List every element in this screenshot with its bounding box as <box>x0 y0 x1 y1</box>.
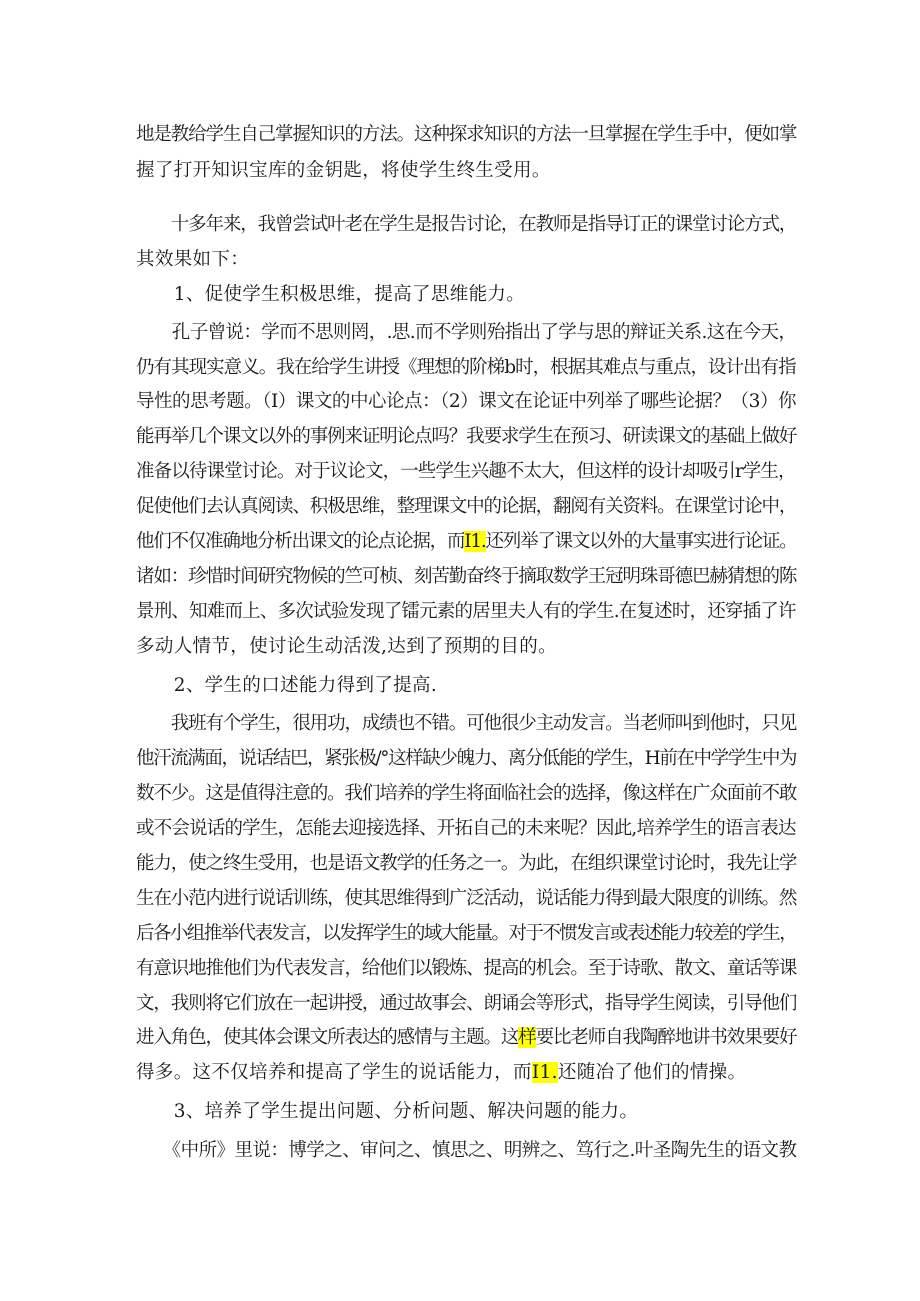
line-text: 或不会说话的学生，怎能去迎接选择、开拓自己的未来呢？因此,培养学生的语言表达 <box>136 818 796 839</box>
line-text: 还列举了课文以外的大量事实进行论证。 <box>485 531 797 552</box>
line-text: 文，我则将它们放在一起讲授，通过故事会、朗诵会等形式，指导学生阅读，引导他们 <box>136 993 797 1014</box>
text-line <box>136 886 796 912</box>
line-text: 握了打开知识宝库的金钥匙，将使学生终生受用。 <box>136 160 551 181</box>
line-text: 地是教给学生自己掌握知识的方法。这种探求知识的方法一旦掌握在学生手中，便如掌 <box>136 124 797 145</box>
text-line <box>136 1099 796 1125</box>
text-line <box>136 991 796 1017</box>
line-text: 《中所》里说：博学之、审问之、慎思之、明辨之、笃行之.叶圣陶先生的语文教 <box>136 1140 797 1161</box>
line-text: 进入角色，使其体会课文所表达的感情与主题。这 <box>136 1027 519 1048</box>
line-text: 3、培养了学生提出问题、分析问题、解决问题的能力。 <box>136 1101 639 1122</box>
text-line <box>136 320 796 346</box>
text-line <box>136 956 796 982</box>
text-line <box>136 816 796 842</box>
text-line <box>136 921 796 947</box>
text-line <box>136 122 796 148</box>
highlighted-text: 样 <box>518 1027 536 1048</box>
line-text: 数不少。这是值得注意的。我们培养的学生将面临社会的选择，像这样在广众面前不敢 <box>136 783 797 804</box>
text-line <box>136 494 796 520</box>
text-line <box>136 851 796 877</box>
line-text: 导性的思考题。（I）课文的中心论点：（2）课文在论证中列举了哪些论据？（3）你 <box>136 391 797 412</box>
text-line <box>136 282 796 308</box>
text-line <box>136 529 796 555</box>
line-text: 促使他们去认真阅读、积极思维，整理课文中的论据，翻阅有关资料。在课堂讨论中， <box>136 496 797 517</box>
line-text: 有意识地推他们为代表发言，给他们以锻炼、提高的机会。至于诗歌、散文、童话等课 <box>136 958 797 979</box>
line-text: 孔子曾说：学而不思则罔，.思.而不学则殆指出了学与思的辩证关系.这在今天， <box>136 322 797 343</box>
text-line <box>136 158 796 184</box>
text-line <box>136 711 796 737</box>
line-text: 他们不仅准确地分析出课文的论点论据，而 <box>136 531 465 552</box>
line-text: 2、学生的口述能力得到了提高. <box>136 675 438 696</box>
text-line <box>136 424 796 450</box>
line-text: 得多。这不仅培养和提高了学生的说话能力，而 <box>136 1062 532 1083</box>
line-text: 1、促使学生积极思维，提高了思维能力。 <box>136 284 526 305</box>
text-line <box>136 599 796 625</box>
text-line <box>136 1060 796 1086</box>
line-text: 其效果如下： <box>136 249 250 270</box>
line-text: 诸如：珍惜时间研究物候的竺可桢、刻苦勤奋终于摘取数学王冠明珠哥德巴赫猜想的陈 <box>136 566 797 587</box>
text-line <box>136 746 796 772</box>
line-text: 多动人情节，使讨论生动活泼,达到了预期的目的。 <box>136 636 557 657</box>
text-line <box>136 564 796 590</box>
highlighted-text: I1. <box>531 1062 558 1083</box>
text-line <box>136 781 796 807</box>
line-text: 他汗流满面，说话结巴，紧张极/°这样缺少魄力、离分低能的学生，H前在中学学生中为 <box>136 748 797 769</box>
line-text: 要比老师自我陶醉地讲书效果要好 <box>535 1027 797 1048</box>
line-text: 仍有其现实意义。我在给学生讲授《理想的阶梯b时，根据其难点与重点，设计出有指 <box>136 357 796 378</box>
line-text: 能再举几个课文以外的事例来证明论点吗？我要求学生在预习、研读课文的基础上做好 <box>136 426 797 447</box>
text-line <box>136 212 796 238</box>
line-text: 我班有个学生，很用功，成绩也不错。可他很少主动发言。当老师叫到他时，只见 <box>136 713 797 734</box>
line-text: 能力，使之终生受用，也是语文教学的任务之一。为此，在组织课堂讨论时，我先让学 <box>136 853 797 874</box>
text-line <box>136 1025 796 1051</box>
text-line <box>136 247 796 273</box>
line-text: 还随冶了他们的情操。 <box>557 1062 747 1083</box>
text-line <box>136 673 796 699</box>
text-line <box>136 1138 796 1164</box>
text-line <box>136 389 796 415</box>
line-text: 景刑、知难而上、多次试验发现了镭元素的居里夫人有的学生.在复述时，还穿插了许 <box>136 601 796 622</box>
line-text: 生在小范内进行说话训练，使其思维得到广泛活动，说话能力得到最大限度的训练。然 <box>136 888 797 909</box>
text-line <box>136 459 796 485</box>
text-line <box>136 355 796 381</box>
line-text: 十多年来，我曾尝试叶老在学生是报告讨论，在教师是指导订正的课堂讨论方式， <box>136 214 797 235</box>
line-text: 后各小组推举代表发言，以发挥学生的域大能量。对于不惯发言或表述能力较差的学生， <box>136 923 797 944</box>
line-text: 准备以待课堂讨论。对于议论文，一些学生兴趣不太大，但这样的设计却吸引r学生， <box>136 461 796 482</box>
text-line <box>136 634 796 660</box>
highlighted-text: I1. <box>464 531 486 552</box>
